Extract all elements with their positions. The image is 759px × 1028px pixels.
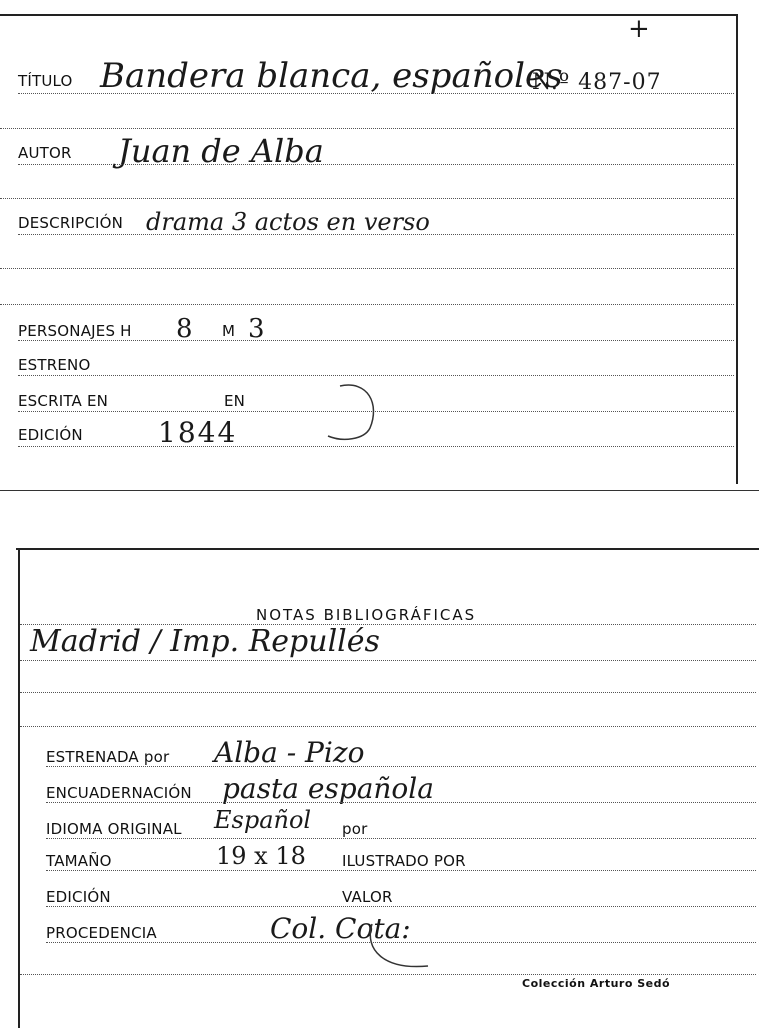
- card2-top-border: [16, 548, 759, 550]
- collection-stamp: Colección Arturo Sedó: [522, 977, 671, 990]
- idioma-por-label: por: [342, 820, 368, 838]
- estrenada-value: Alba - Pizo: [214, 736, 365, 769]
- personajes-h-value: 8: [176, 314, 193, 344]
- encuadernacion-label: ENCUADERNACIÓN: [46, 784, 192, 802]
- titulo-rule: [18, 93, 734, 94]
- catalog-card-bottom: [0, 540, 759, 1028]
- descripcion-label: DESCRIPCIÓN: [18, 214, 124, 232]
- ilustrado-label: ILUSTRADO POR: [342, 852, 466, 870]
- escrita-en-label: EN: [224, 392, 246, 410]
- rule-4: [0, 198, 734, 199]
- rule-7: [0, 304, 734, 305]
- valor-label: VALOR: [342, 888, 393, 906]
- notes-rule-4: [20, 726, 756, 727]
- personajes-m-value: 3: [248, 314, 265, 344]
- titulo-label: TÍTULO: [18, 72, 73, 90]
- descripcion-value: drama 3 actos en verso: [146, 208, 430, 236]
- idioma-value: Español: [214, 806, 312, 834]
- estreno-rule: [18, 375, 734, 376]
- descripcion-rule: [18, 234, 734, 235]
- edicion-label: EDICIÓN: [18, 426, 83, 444]
- card-right-border: [736, 14, 738, 484]
- personajes-label: PERSONAJES H: [18, 322, 132, 340]
- autor-label: AUTOR: [18, 144, 72, 162]
- tamano-rule: [46, 870, 756, 871]
- pencil-flourish-mark: [320, 380, 390, 444]
- rule-6: [0, 268, 734, 269]
- autor-value: Juan de Alba: [118, 132, 324, 170]
- estrenada-label: ESTRENADA por: [46, 748, 170, 766]
- notes-rule-3: [20, 692, 756, 693]
- edicion-rule: [18, 446, 734, 447]
- pencil-swoosh-mark: [360, 920, 440, 976]
- notes-rule-2: [20, 660, 756, 661]
- encuadernacion-rule: [46, 802, 756, 803]
- card2-left-border: [18, 548, 20, 1028]
- autor-rule: [18, 164, 734, 165]
- titulo-number: N.º 487-07: [532, 70, 662, 95]
- procedencia-value: Col. Cota:: [270, 912, 411, 945]
- estrenada-rule: [46, 766, 756, 767]
- personajes-rule: [18, 340, 734, 341]
- edicion2-rule: [46, 906, 756, 907]
- idioma-rule: [46, 838, 756, 839]
- titulo-value: Bandera blanca, españoles: [100, 56, 563, 96]
- rule-2: [0, 128, 734, 129]
- edicion-value: 1844: [158, 416, 238, 449]
- escrita-label: ESCRITA EN: [18, 392, 109, 410]
- card-bottom-border: [0, 490, 759, 491]
- notas-heading: NOTAS BIBLIOGRÁFICAS: [256, 606, 477, 624]
- procedencia-label: PROCEDENCIA: [46, 924, 157, 942]
- notes-line-value: Madrid / Imp. Repullés: [30, 624, 380, 659]
- catalog-card-top: [0, 0, 759, 492]
- estreno-label: ESTRENO: [18, 356, 91, 374]
- tamano-label: TAMAÑO: [46, 852, 112, 870]
- personajes-m-label: M: [222, 322, 236, 340]
- edicion2-label: EDICIÓN: [46, 888, 111, 906]
- corner-plus-mark: +: [628, 14, 650, 44]
- idioma-label: IDIOMA ORIGINAL: [46, 820, 182, 838]
- encuadernacion-value: pasta española: [222, 772, 434, 805]
- tamano-value: 19 x 18: [216, 842, 306, 870]
